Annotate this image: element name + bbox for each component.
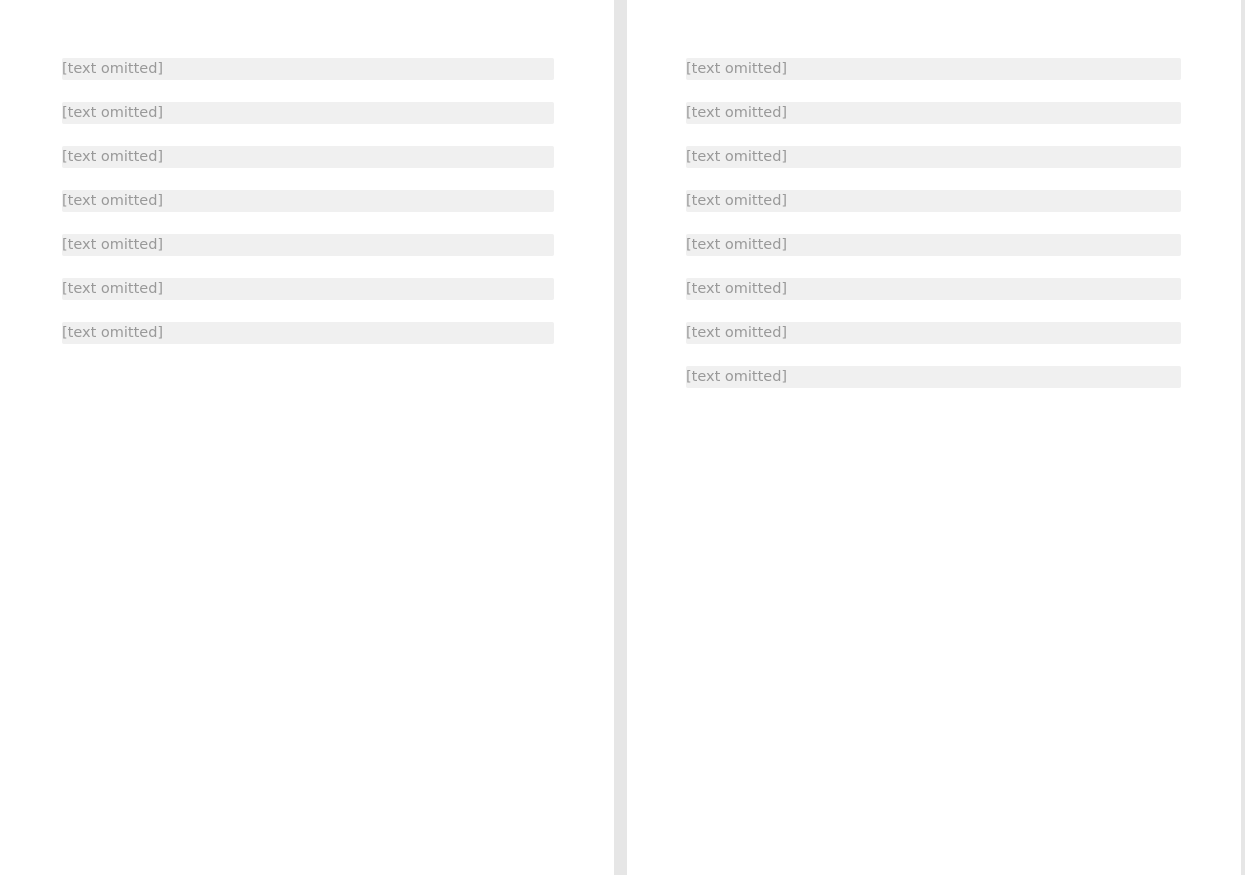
paragraph: [text omitted]: [686, 366, 1181, 388]
paragraph: [text omitted]: [62, 190, 554, 212]
paragraph: [text omitted]: [686, 278, 1181, 300]
paragraph: [text omitted]: [686, 322, 1181, 344]
paragraph: [text omitted]: [686, 190, 1181, 212]
paragraph: [text omitted]: [62, 102, 554, 124]
document-page-left: [0, 0, 614, 875]
paragraph: [text omitted]: [62, 278, 554, 300]
paragraph: [text omitted]: [62, 146, 554, 168]
paragraph: [text omitted]: [686, 234, 1181, 256]
paragraph: [text omitted]: [62, 322, 554, 344]
paragraph: [text omitted]: [686, 58, 1181, 80]
paragraph: [text omitted]: [686, 146, 1181, 168]
paragraph: [text omitted]: [62, 58, 554, 80]
paragraph: [text omitted]: [686, 102, 1181, 124]
document-page-right: [627, 0, 1241, 875]
paragraph: [text omitted]: [62, 234, 554, 256]
